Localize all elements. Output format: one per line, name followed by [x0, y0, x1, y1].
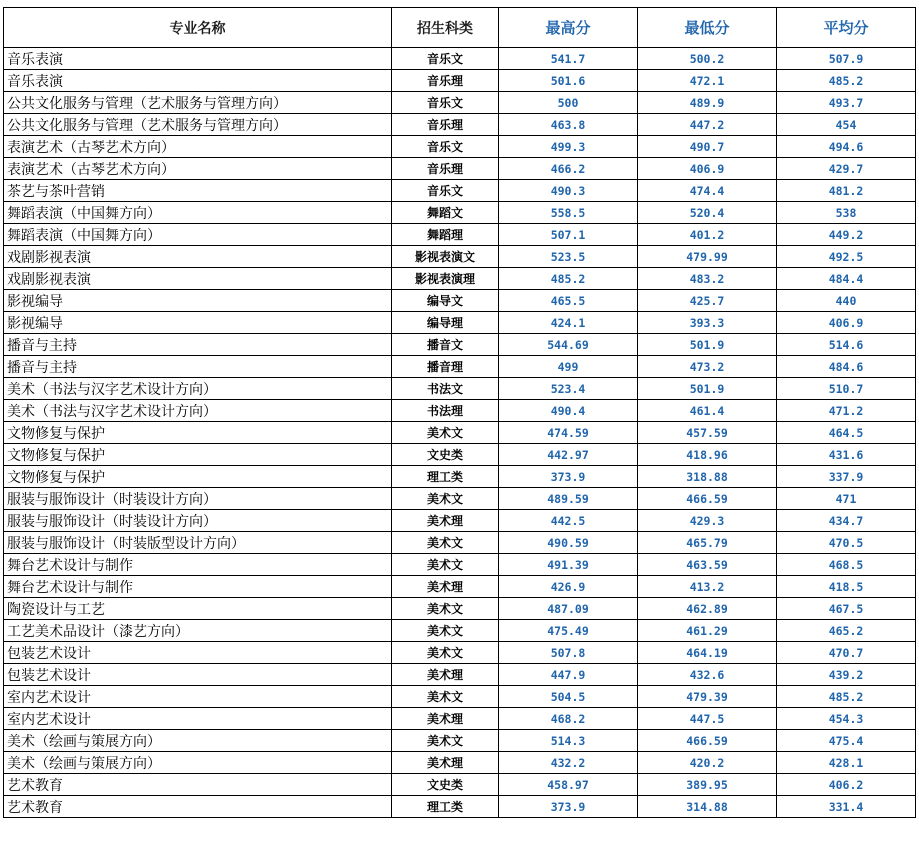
- major-cell: 舞蹈表演（中国舞方向）: [4, 224, 392, 246]
- category-cell: 美术文: [392, 488, 499, 510]
- min-score-cell: 520.4: [638, 202, 777, 224]
- major-cell: 影视编导: [4, 312, 392, 334]
- min-score-cell: 318.88: [638, 466, 777, 488]
- table-row: [4, 224, 916, 246]
- avg-score-cell: 454.3: [777, 708, 916, 730]
- avg-score-cell: 492.5: [777, 246, 916, 268]
- min-score-cell: 447.2: [638, 114, 777, 136]
- major-cell: 表演艺术（古琴艺术方向）: [4, 158, 392, 180]
- max-score-cell: 432.2: [499, 752, 638, 774]
- min-score-cell: 461.29: [638, 620, 777, 642]
- header-min-score: 最低分: [638, 8, 777, 48]
- avg-score-cell: 471: [777, 488, 916, 510]
- max-score-cell: 507.8: [499, 642, 638, 664]
- min-score-cell: 489.9: [638, 92, 777, 114]
- min-score-cell: 401.2: [638, 224, 777, 246]
- category-cell: 音乐理: [392, 158, 499, 180]
- min-score-cell: 432.6: [638, 664, 777, 686]
- category-cell: 美术理: [392, 510, 499, 532]
- min-score-cell: 479.39: [638, 686, 777, 708]
- avg-score-cell: 510.7: [777, 378, 916, 400]
- table-row: [4, 158, 916, 180]
- major-cell: 音乐表演: [4, 70, 392, 92]
- category-cell: 理工类: [392, 796, 499, 818]
- min-score-cell: 501.9: [638, 378, 777, 400]
- table-row: [4, 796, 916, 818]
- table-row: [4, 180, 916, 202]
- category-cell: 文史类: [392, 444, 499, 466]
- major-cell: 舞台艺术设计与制作: [4, 576, 392, 598]
- table-row: [4, 664, 916, 686]
- min-score-cell: 474.4: [638, 180, 777, 202]
- major-cell: 工艺美术品设计（漆艺方向）: [4, 620, 392, 642]
- header-major: 专业名称: [4, 8, 392, 48]
- avg-score-cell: 449.2: [777, 224, 916, 246]
- table-row: [4, 444, 916, 466]
- category-cell: 舞蹈文: [392, 202, 499, 224]
- category-cell: 书法理: [392, 400, 499, 422]
- major-cell: 服装与服饰设计（时装设计方向）: [4, 510, 392, 532]
- max-score-cell: 499.3: [499, 136, 638, 158]
- max-score-cell: 424.1: [499, 312, 638, 334]
- major-cell: 音乐表演: [4, 48, 392, 70]
- min-score-cell: 466.59: [638, 488, 777, 510]
- table-row: [4, 576, 916, 598]
- table-row: [4, 136, 916, 158]
- table-row: [4, 730, 916, 752]
- max-score-cell: 447.9: [499, 664, 638, 686]
- max-score-cell: 501.6: [499, 70, 638, 92]
- min-score-cell: 420.2: [638, 752, 777, 774]
- avg-score-cell: 428.1: [777, 752, 916, 774]
- avg-score-cell: 406.9: [777, 312, 916, 334]
- avg-score-cell: 431.6: [777, 444, 916, 466]
- header-category: 招生科类: [392, 8, 499, 48]
- header-row: [4, 8, 916, 48]
- table-row: [4, 466, 916, 488]
- avg-score-cell: 481.2: [777, 180, 916, 202]
- avg-score-cell: 440: [777, 290, 916, 312]
- category-cell: 编导文: [392, 290, 499, 312]
- category-cell: 音乐文: [392, 180, 499, 202]
- major-cell: 播音与主持: [4, 334, 392, 356]
- max-score-cell: 541.7: [499, 48, 638, 70]
- max-score-cell: 373.9: [499, 466, 638, 488]
- max-score-cell: 463.8: [499, 114, 638, 136]
- min-score-cell: 418.96: [638, 444, 777, 466]
- table-row: [4, 312, 916, 334]
- category-cell: 美术理: [392, 752, 499, 774]
- max-score-cell: 523.5: [499, 246, 638, 268]
- table-row: [4, 510, 916, 532]
- avg-score-cell: 467.5: [777, 598, 916, 620]
- table-row: [4, 620, 916, 642]
- major-cell: 播音与主持: [4, 356, 392, 378]
- avg-score-cell: 484.4: [777, 268, 916, 290]
- avg-score-cell: 470.5: [777, 532, 916, 554]
- min-score-cell: 490.7: [638, 136, 777, 158]
- major-cell: 表演艺术（古琴艺术方向）: [4, 136, 392, 158]
- max-score-cell: 468.2: [499, 708, 638, 730]
- category-cell: 美术理: [392, 708, 499, 730]
- major-cell: 公共文化服务与管理（艺术服务与管理方向）: [4, 114, 392, 136]
- min-score-cell: 314.88: [638, 796, 777, 818]
- avg-score-cell: 429.7: [777, 158, 916, 180]
- avg-score-cell: 470.7: [777, 642, 916, 664]
- max-score-cell: 426.9: [499, 576, 638, 598]
- major-cell: 服装与服饰设计（时装版型设计方向）: [4, 532, 392, 554]
- max-score-cell: 507.1: [499, 224, 638, 246]
- min-score-cell: 413.2: [638, 576, 777, 598]
- avg-score-cell: 406.2: [777, 774, 916, 796]
- table-row: [4, 334, 916, 356]
- avg-score-cell: 493.7: [777, 92, 916, 114]
- min-score-cell: 479.99: [638, 246, 777, 268]
- major-cell: 室内艺术设计: [4, 686, 392, 708]
- table-row: [4, 708, 916, 730]
- max-score-cell: 485.2: [499, 268, 638, 290]
- major-cell: 艺术教育: [4, 774, 392, 796]
- avg-score-cell: 484.6: [777, 356, 916, 378]
- major-cell: 戏剧影视表演: [4, 268, 392, 290]
- major-cell: 文物修复与保护: [4, 444, 392, 466]
- table-row: [4, 598, 916, 620]
- max-score-cell: 487.09: [499, 598, 638, 620]
- category-cell: 音乐文: [392, 92, 499, 114]
- major-cell: 舞蹈表演（中国舞方向）: [4, 202, 392, 224]
- max-score-cell: 504.5: [499, 686, 638, 708]
- avg-score-cell: 454: [777, 114, 916, 136]
- header-avg-score: 平均分: [777, 8, 916, 48]
- max-score-cell: 499: [499, 356, 638, 378]
- max-score-cell: 490.59: [499, 532, 638, 554]
- min-score-cell: 393.3: [638, 312, 777, 334]
- major-cell: 服装与服饰设计（时装设计方向）: [4, 488, 392, 510]
- min-score-cell: 389.95: [638, 774, 777, 796]
- min-score-cell: 461.4: [638, 400, 777, 422]
- min-score-cell: 501.9: [638, 334, 777, 356]
- category-cell: 理工类: [392, 466, 499, 488]
- major-cell: 美术（书法与汉字艺术设计方向）: [4, 400, 392, 422]
- max-score-cell: 465.5: [499, 290, 638, 312]
- table-row: [4, 642, 916, 664]
- major-cell: 陶瓷设计与工艺: [4, 598, 392, 620]
- major-cell: 戏剧影视表演: [4, 246, 392, 268]
- min-score-cell: 473.2: [638, 356, 777, 378]
- min-score-cell: 425.7: [638, 290, 777, 312]
- avg-score-cell: 464.5: [777, 422, 916, 444]
- table-row: [4, 290, 916, 312]
- min-score-cell: 472.1: [638, 70, 777, 92]
- category-cell: 美术文: [392, 642, 499, 664]
- category-cell: 影视表演文: [392, 246, 499, 268]
- table-row: [4, 532, 916, 554]
- avg-score-cell: 538: [777, 202, 916, 224]
- min-score-cell: 463.59: [638, 554, 777, 576]
- max-score-cell: 475.49: [499, 620, 638, 642]
- category-cell: 美术文: [392, 598, 499, 620]
- table-row: [4, 686, 916, 708]
- category-cell: 美术理: [392, 576, 499, 598]
- max-score-cell: 544.69: [499, 334, 638, 356]
- min-score-cell: 447.5: [638, 708, 777, 730]
- avg-score-cell: 465.2: [777, 620, 916, 642]
- table-row: [4, 70, 916, 92]
- max-score-cell: 474.59: [499, 422, 638, 444]
- category-cell: 音乐文: [392, 48, 499, 70]
- major-cell: 室内艺术设计: [4, 708, 392, 730]
- category-cell: 美术文: [392, 730, 499, 752]
- avg-score-cell: 471.2: [777, 400, 916, 422]
- max-score-cell: 514.3: [499, 730, 638, 752]
- major-cell: 美术（书法与汉字艺术设计方向）: [4, 378, 392, 400]
- table-row: [4, 356, 916, 378]
- avg-score-cell: 475.4: [777, 730, 916, 752]
- min-score-cell: 457.59: [638, 422, 777, 444]
- max-score-cell: 558.5: [499, 202, 638, 224]
- avg-score-cell: 468.5: [777, 554, 916, 576]
- category-cell: 播音理: [392, 356, 499, 378]
- table-row: [4, 488, 916, 510]
- major-cell: 舞台艺术设计与制作: [4, 554, 392, 576]
- max-score-cell: 490.3: [499, 180, 638, 202]
- table-row: [4, 114, 916, 136]
- table-row: [4, 48, 916, 70]
- category-cell: 编导理: [392, 312, 499, 334]
- max-score-cell: 490.4: [499, 400, 638, 422]
- table-row: [4, 268, 916, 290]
- header-max-score: 最高分: [499, 8, 638, 48]
- major-cell: 影视编导: [4, 290, 392, 312]
- min-score-cell: 429.3: [638, 510, 777, 532]
- category-cell: 美术文: [392, 532, 499, 554]
- table-row: [4, 202, 916, 224]
- table-row: [4, 378, 916, 400]
- min-score-cell: 464.19: [638, 642, 777, 664]
- category-cell: 舞蹈理: [392, 224, 499, 246]
- table-row: [4, 92, 916, 114]
- max-score-cell: 523.4: [499, 378, 638, 400]
- avg-score-cell: 494.6: [777, 136, 916, 158]
- major-cell: 公共文化服务与管理（艺术服务与管理方向）: [4, 92, 392, 114]
- major-cell: 茶艺与茶叶营销: [4, 180, 392, 202]
- table-row: [4, 774, 916, 796]
- avg-score-cell: 439.2: [777, 664, 916, 686]
- max-score-cell: 373.9: [499, 796, 638, 818]
- category-cell: 美术文: [392, 422, 499, 444]
- major-cell: 包装艺术设计: [4, 664, 392, 686]
- major-cell: 美术（绘画与策展方向）: [4, 730, 392, 752]
- max-score-cell: 491.39: [499, 554, 638, 576]
- category-cell: 影视表演理: [392, 268, 499, 290]
- avg-score-cell: 337.9: [777, 466, 916, 488]
- avg-score-cell: 434.7: [777, 510, 916, 532]
- min-score-cell: 465.79: [638, 532, 777, 554]
- avg-score-cell: 331.4: [777, 796, 916, 818]
- table-row: [4, 752, 916, 774]
- table-row: [4, 400, 916, 422]
- category-cell: 美术文: [392, 620, 499, 642]
- category-cell: 文史类: [392, 774, 499, 796]
- category-cell: 音乐文: [392, 136, 499, 158]
- max-score-cell: 458.97: [499, 774, 638, 796]
- score-table: [3, 7, 916, 818]
- major-cell: 艺术教育: [4, 796, 392, 818]
- avg-score-cell: 485.2: [777, 70, 916, 92]
- major-cell: 包装艺术设计: [4, 642, 392, 664]
- category-cell: 美术文: [392, 686, 499, 708]
- major-cell: 美术（绘画与策展方向）: [4, 752, 392, 774]
- avg-score-cell: 507.9: [777, 48, 916, 70]
- category-cell: 美术理: [392, 664, 499, 686]
- category-cell: 播音文: [392, 334, 499, 356]
- max-score-cell: 489.59: [499, 488, 638, 510]
- avg-score-cell: 418.5: [777, 576, 916, 598]
- avg-score-cell: 514.6: [777, 334, 916, 356]
- max-score-cell: 466.2: [499, 158, 638, 180]
- table-row: [4, 554, 916, 576]
- major-cell: 文物修复与保护: [4, 422, 392, 444]
- max-score-cell: 442.5: [499, 510, 638, 532]
- avg-score-cell: 485.2: [777, 686, 916, 708]
- table-body: [4, 48, 916, 818]
- category-cell: 音乐理: [392, 70, 499, 92]
- min-score-cell: 483.2: [638, 268, 777, 290]
- min-score-cell: 406.9: [638, 158, 777, 180]
- category-cell: 音乐理: [392, 114, 499, 136]
- category-cell: 美术文: [392, 554, 499, 576]
- major-cell: 文物修复与保护: [4, 466, 392, 488]
- min-score-cell: 466.59: [638, 730, 777, 752]
- table-row: [4, 246, 916, 268]
- max-score-cell: 500: [499, 92, 638, 114]
- table-row: [4, 422, 916, 444]
- category-cell: 书法文: [392, 378, 499, 400]
- max-score-cell: 442.97: [499, 444, 638, 466]
- min-score-cell: 462.89: [638, 598, 777, 620]
- min-score-cell: 500.2: [638, 48, 777, 70]
